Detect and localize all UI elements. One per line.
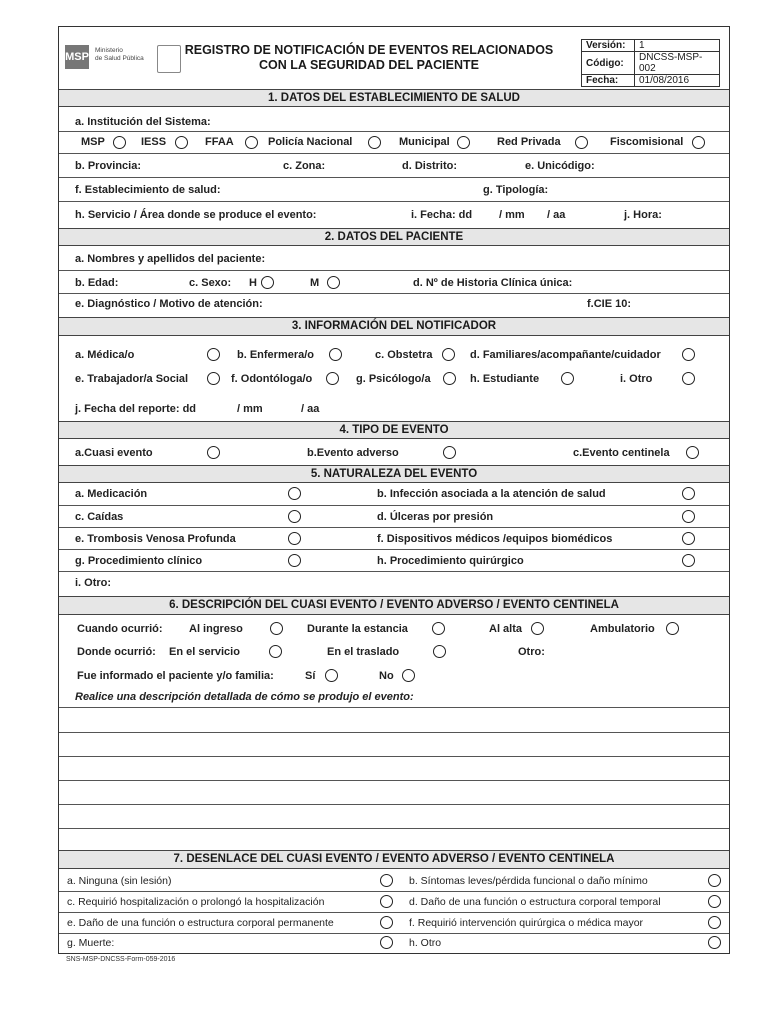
fecha-aa-label: / aa [547, 209, 566, 221]
al-alta-label: Al alta [489, 623, 523, 635]
al-ingreso-label: Al ingreso [189, 623, 243, 635]
section-7-header: 7. DESENLACE DEL CUASI EVENTO / EVENTO ADVERSO / EVENTO CENTINELA [59, 850, 729, 869]
caidas-label: c. Caídas [75, 511, 124, 523]
descripcion-label: Realice una descripción detallada de cómo se produjo el evento: [75, 691, 414, 703]
otro-notificador-label: i. Otro [620, 373, 653, 385]
fecha-reporte-aa-label: / aa [301, 403, 320, 415]
meta-code-value: DNCSS-MSP-002 [635, 52, 720, 75]
fecha-reporte-dd-label: j. Fecha del reporte: dd [75, 403, 197, 415]
psicologo-label: g. Psicólogo/a [356, 373, 431, 385]
unicodigo-label: e. Unicódigo: [525, 160, 595, 172]
enfermera-label: b. Enfermera/o [237, 349, 315, 361]
desenlace-c-radio[interactable] [380, 895, 393, 908]
desenlace-b-radio[interactable] [708, 874, 721, 887]
title-line-1: REGISTRO DE NOTIFICACIÓN DE EVENTOS RELACIONADOS [184, 43, 554, 57]
estancia-radio[interactable] [432, 622, 445, 635]
desenlace-h-radio[interactable] [708, 936, 721, 949]
al-alta-radio[interactable] [531, 622, 544, 635]
otro-lugar-label: Otro: [518, 646, 545, 658]
desenlace-b-label: b. Síntomas leves/pérdida funcional o daño mínimo [409, 875, 648, 887]
desenlace-g-label: g. Muerte: [67, 937, 115, 949]
informado-no-radio[interactable] [402, 669, 415, 682]
ulceras-radio[interactable] [682, 510, 695, 523]
opt-ffaa-radio[interactable] [245, 136, 258, 149]
provincia-label: b. Provincia: [75, 160, 142, 172]
fecha-dd-label: i. Fecha: dd [411, 209, 473, 221]
desenlace-c-label: c. Requirió hospitalización o prolongó la hospitalización [67, 896, 325, 908]
opt-iess-label: IESS [141, 136, 167, 148]
infeccion-label: b. Infección asociada a la atención de salud [377, 488, 606, 500]
cie-label: f.CIE 10: [587, 298, 632, 310]
opt-ffaa-label: FFAA [205, 136, 234, 148]
infeccion-radio[interactable] [682, 487, 695, 500]
section-1-header: 1. DATOS DEL ESTABLECIMIENTO DE SALUD [59, 89, 729, 107]
opt-red-privada-radio[interactable] [575, 136, 588, 149]
section-6-header: 6. DESCRIPCIÓN DEL CUASI EVENTO / EVENTO ADVERSO / EVENTO CENTINELA [59, 596, 729, 615]
opt-fiscomisional-label: Fiscomisional [610, 136, 684, 148]
desenlace-e-label: e. Daño de una función o estructura corporal permanente [67, 917, 334, 929]
dispositivos-radio[interactable] [682, 532, 695, 545]
establecimiento-label: f. Establecimiento de salud: [75, 184, 221, 196]
meta-code-label: Código: [582, 52, 635, 75]
sexo-m-label: M [310, 277, 320, 289]
procedimiento-quirurgico-radio[interactable] [682, 554, 695, 567]
en-servicio-label: En el servicio [169, 646, 240, 658]
otro-notificador-radio[interactable] [682, 372, 695, 385]
hora-label: j. Hora: [624, 209, 662, 221]
caidas-radio[interactable] [288, 510, 301, 523]
section-4-header: 4. TIPO DE EVENTO [59, 421, 729, 439]
familiares-label: d. Familiares/acompañante/cuidador [470, 349, 661, 361]
form-title [179, 43, 559, 73]
government-seal-icon [157, 45, 181, 73]
cuasi-evento-label: a.Cuasi evento [75, 447, 153, 459]
diagnostico-label: e. Diagnóstico / Motivo de atención: [75, 298, 263, 310]
sexo-h-radio[interactable] [261, 276, 274, 289]
obstetra-label: c. Obstetra [375, 349, 433, 361]
otro-naturaleza-label: i. Otro: [75, 577, 112, 589]
desenlace-g-radio[interactable] [380, 936, 393, 949]
informado-no-label: No [379, 670, 394, 682]
evento-centinela-label: c.Evento centinela [573, 447, 670, 459]
desenlace-h-label: h. Otro [409, 937, 442, 949]
procedimiento-clinico-label: g. Procedimiento clínico [75, 555, 203, 567]
medica-radio[interactable] [207, 348, 220, 361]
sexo-label: c. Sexo: [189, 277, 232, 289]
informado-label: Fue informado el paciente y/o familia: [77, 670, 274, 682]
familiares-radio[interactable] [682, 348, 695, 361]
msp-logo: MSP [65, 45, 89, 69]
en-traslado-radio[interactable] [433, 645, 446, 658]
sexo-h-label: H [249, 277, 257, 289]
desenlace-a-radio[interactable] [380, 874, 393, 887]
al-ingreso-radio[interactable] [270, 622, 283, 635]
estancia-label: Durante la estancia [307, 623, 408, 635]
section-3-header: 3. INFORMACIÓN DEL NOTIFICADOR [59, 317, 729, 336]
meta-date-label: Fecha: [582, 75, 635, 87]
procedimiento-clinico-radio[interactable] [288, 554, 301, 567]
medicacion-label: a. Medicación [75, 488, 148, 500]
desenlace-d-label: d. Daño de una función o estructura corporal temporal [409, 896, 661, 908]
enfermera-radio[interactable] [329, 348, 342, 361]
opt-fiscomisional-radio[interactable] [692, 136, 705, 149]
ministry-line-1: Ministerio [95, 47, 123, 54]
document-meta-table [581, 39, 720, 87]
estudiante-radio[interactable] [561, 372, 574, 385]
opt-red-privada-label: Red Privada [497, 136, 561, 148]
ministry-line-2: de Salud Pública [95, 55, 144, 62]
estudiante-label: h. Estudiante [470, 373, 540, 385]
procedimiento-quirurgico-label: h. Procedimiento quirúrgico [377, 555, 524, 567]
ambulatorio-radio[interactable] [666, 622, 679, 635]
section-2-header: 2. DATOS DEL PACIENTE [59, 228, 729, 246]
meta-version-value: 1 [635, 40, 720, 52]
notification-form [58, 26, 730, 954]
edad-label: b. Edad: [75, 277, 119, 289]
desenlace-f-label: f. Requirió intervención quirúrgica o médica mayor [409, 917, 644, 929]
servicio-label: h. Servicio / Área donde se produce el evento: [75, 209, 317, 221]
opt-msp-radio[interactable] [113, 136, 126, 149]
opt-iess-radio[interactable] [175, 136, 188, 149]
medica-label: a. Médica/o [75, 349, 135, 361]
evento-adverso-radio[interactable] [443, 446, 456, 459]
evento-adverso-label: b.Evento adverso [307, 447, 399, 459]
obstetra-radio[interactable] [442, 348, 455, 361]
desenlace-f-radio[interactable] [708, 916, 721, 929]
opt-msp-label: MSP [81, 136, 105, 148]
ministry-name [95, 47, 144, 63]
cuasi-evento-radio[interactable] [207, 446, 220, 459]
nombres-label: a. Nombres y apellidos del paciente: [75, 253, 266, 265]
ulceras-label: d. Úlceras por presión [377, 511, 494, 523]
en-traslado-label: En el traslado [327, 646, 400, 658]
distrito-label: d. Distrito: [402, 160, 457, 172]
desenlace-e-radio[interactable] [380, 916, 393, 929]
informado-si-label: Sí [305, 670, 316, 682]
trombosis-label: e. Trombosis Venosa Profunda [75, 533, 236, 545]
opt-municipal-radio[interactable] [457, 136, 470, 149]
informado-si-radio[interactable] [325, 669, 338, 682]
historia-label: d. Nº de Historia Clínica única: [413, 277, 573, 289]
zona-label: c. Zona: [283, 160, 326, 172]
form-code-footer: SNS-MSP-DNCSS-Form-059-2016 [66, 956, 176, 963]
title-line-2: CON LA SEGURIDAD DEL PACIENTE [259, 58, 479, 72]
meta-date-value: 01/08/2016 [635, 75, 720, 87]
tipologia-label: g. Tipología: [483, 184, 549, 196]
cuando-label: Cuando ocurrió: [77, 623, 163, 635]
opt-policia-label: Policía Nacional [268, 136, 353, 148]
opt-municipal-label: Municipal [399, 136, 450, 148]
psicologo-radio[interactable] [443, 372, 456, 385]
fecha-reporte-mm-label: / mm [237, 403, 263, 415]
odontologo-radio[interactable] [326, 372, 339, 385]
donde-label: Donde ocurrió: [77, 646, 156, 658]
section-5-header: 5. NATURALEZA DEL EVENTO [59, 465, 729, 483]
medicacion-radio[interactable] [288, 487, 301, 500]
ambulatorio-label: Ambulatorio [590, 623, 655, 635]
fecha-mm-label: / mm [499, 209, 525, 221]
meta-version-label: Versión: [582, 40, 635, 52]
sexo-m-radio[interactable] [327, 276, 340, 289]
trombosis-radio[interactable] [288, 532, 301, 545]
odontologo-label: f. Odontóloga/o [231, 373, 313, 385]
desenlace-a-label: a. Ninguna (sin lesión) [67, 875, 172, 887]
opt-policia-radio[interactable] [368, 136, 381, 149]
trabajador-label: e. Trabajador/a Social [75, 373, 189, 385]
evento-centinela-radio[interactable] [686, 446, 699, 459]
institution-label: a. Institución del Sistema: [75, 116, 211, 128]
dispositivos-label: f. Dispositivos médicos /equipos biomédicos [377, 533, 613, 545]
trabajador-radio[interactable] [207, 372, 220, 385]
en-servicio-radio[interactable] [269, 645, 282, 658]
desenlace-d-radio[interactable] [708, 895, 721, 908]
